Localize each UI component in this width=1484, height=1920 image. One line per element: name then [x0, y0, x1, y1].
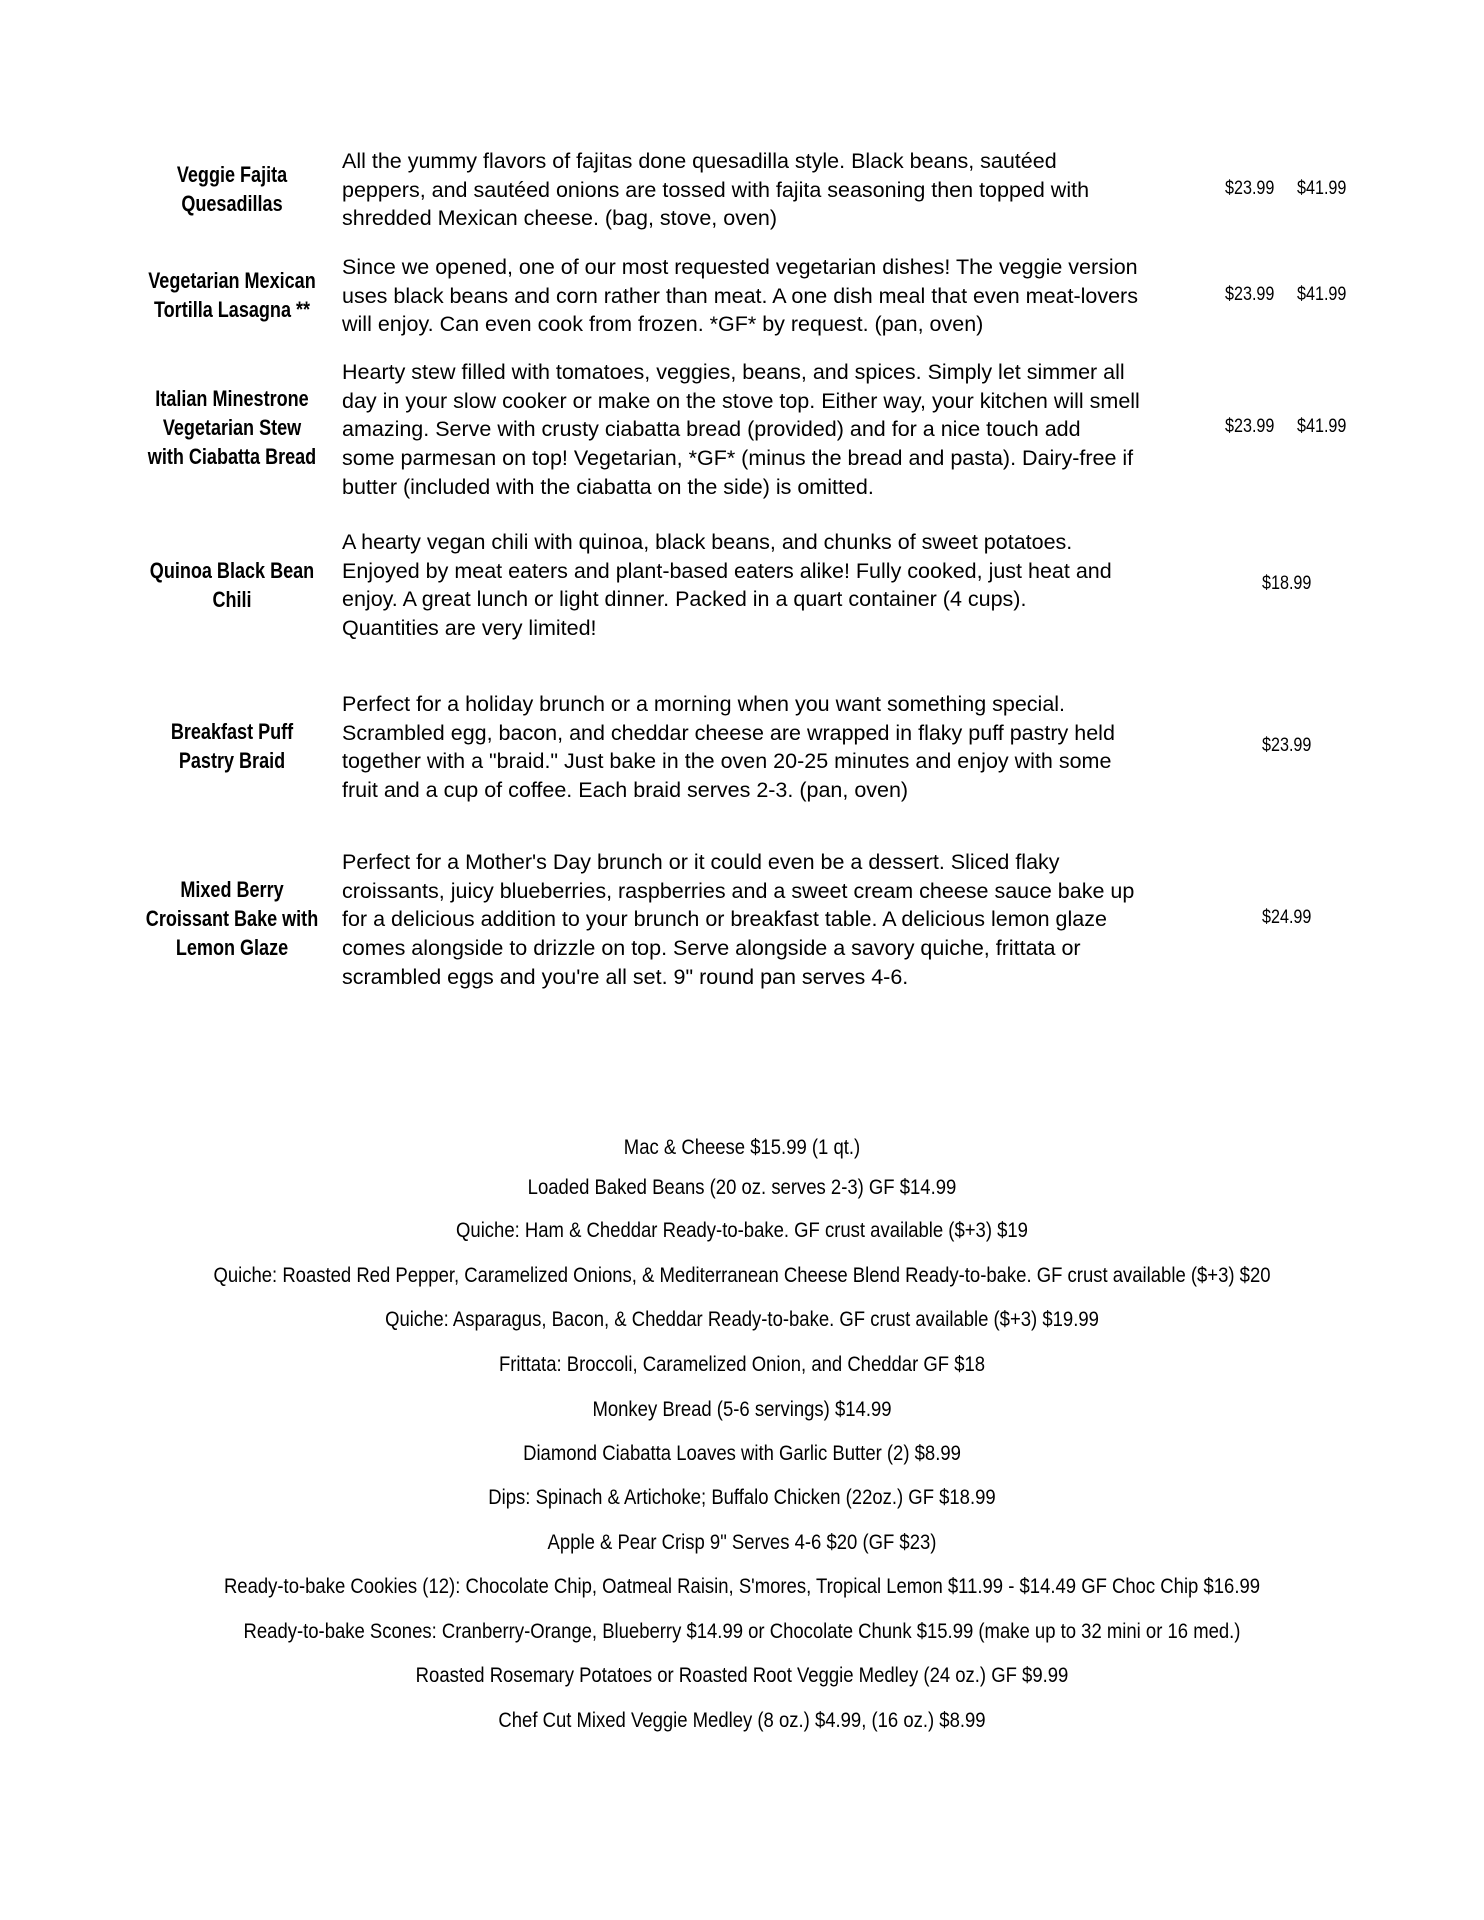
- side-item: Ready-to-bake Scones: Cranberry-Orange, Blueberry $14.99 or Chocolate Chunk $15.99 (make up to 32 mini or 16 med.): [243, 1619, 1241, 1643]
- side-item: Frittata: Broccoli, Caramelized Onion, and Cheddar GF $18: [498, 1352, 986, 1376]
- side-item: Quiche: Ham & Cheddar Ready-to-bake. GF crust available ($+3) $19: [456, 1218, 1028, 1242]
- dish-price: $18.99: [1262, 573, 1312, 594]
- dish-price-small: $23.99: [1225, 416, 1275, 437]
- dish-description-quinoa-chili: A hearty vegan chili with quinoa, black beans, and chunks of sweet potatoes. Enjoyed by meat eaters and plant-based eaters alike! Fully cooked, just heat and enjoy. A great lunch or light dinner. Packed in a quart container (4 cups). Quantities are very limited!: [342, 530, 1112, 641]
- side-item: Apple & Pear Crisp 9" Serves 4-6 $20 (GF $23): [547, 1530, 937, 1554]
- dish-name-croissant-bake: Mixed Berry Croissant Bake with Lemon Glaze: [145, 877, 319, 960]
- dish-description-minestrone: Hearty stew filled with tomatoes, veggies, beans, and spices. Simply let simmer all day in your slow cooker or make on the stove top. Either way, your kitchen will smell amazing. Serve with crusty ciabatta bread (provided) and for a nice touch add some parmesan on top! Vegetarian, *GF* (minus the bread and pasta). Dairy-free if butter (included with the ciabatta on the side) is omitted.: [342, 360, 1140, 499]
- dish-description-puff-pastry-braid: Perfect for a holiday brunch or a morning when you want something special. Scrambled egg, bacon, and cheddar cheese are wrapped in flaky puff pastry held together with a "braid." Just bake in the oven 20-25 minutes and enjoy with some fruit and a cup of coffee. Each braid serves 2-3. (pan, oven): [342, 692, 1115, 803]
- dish-price: $23.99: [1262, 735, 1312, 756]
- dish-price-small: $23.99: [1225, 178, 1275, 199]
- side-item: Roasted Rosemary Potatoes or Roasted Root Veggie Medley (24 oz.) GF $9.99: [415, 1663, 1069, 1687]
- dish-name-puff-pastry-braid: Breakfast Puff Pastry Braid: [170, 719, 294, 773]
- dish-price: $24.99: [1262, 907, 1312, 928]
- side-item: Chef Cut Mixed Veggie Medley (8 oz.) $4.99, (16 oz.) $8.99: [498, 1708, 986, 1732]
- side-item: Loaded Baked Beans (20 oz. serves 2-3) GF $14.99: [527, 1175, 957, 1199]
- side-item: Diamond Ciabatta Loaves with Garlic Butter (2) $8.99: [523, 1441, 961, 1465]
- dish-price-small: $23.99: [1225, 284, 1275, 305]
- side-item: Quiche: Asparagus, Bacon, & Cheddar Ready-to-bake. GF crust available ($+3) $19.99: [385, 1307, 1099, 1331]
- side-item: Ready-to-bake Cookies (12): Chocolate Chip, Oatmeal Raisin, S'mores, Tropical Lemon $11.99 - $14.49 GF Choc Chip $16.99: [223, 1574, 1261, 1598]
- side-item: Dips: Spinach & Artichoke; Buffalo Chicken (22oz.) GF $18.99: [488, 1485, 996, 1509]
- dish-description-croissant-bake: Perfect for a Mother's Day brunch or it could even be a dessert. Sliced flaky croissants, juicy blueberries, raspberries and a sweet cream cheese sauce bake up for a delicious addition to your brunch or breakfast table. A delicious lemon glaze comes alongside to drizzle on top. Serve alongside a savory quiche, frittata or scrambled eggs and you're all set. 9" round pan serves 4-6.: [342, 850, 1135, 989]
- dish-description-veggie-fajita: All the yummy flavors of fajitas done quesadilla style. Black beans, sautéed peppers, and sautéed onions are tossed with fajita seasoning then topped with shredded Mexican cheese. (bag, stove, oven): [342, 149, 1090, 231]
- side-item: Monkey Bread (5-6 servings) $14.99: [592, 1397, 892, 1421]
- dish-name-quinoa-chili: Quinoa Black Bean Chili: [149, 558, 315, 612]
- dish-name-veggie-fajita: Veggie Fajita Quesadillas: [176, 162, 288, 216]
- dish-price-large: $41.99: [1297, 178, 1347, 199]
- dish-description-tortilla-lasagna: Since we opened, one of our most requested vegetarian dishes! The veggie version uses black beans and corn rather than meat. A one dish meal that even meat-lovers will enjoy. Can even cook from frozen. *GF* by request. (pan, oven): [342, 255, 1138, 337]
- dish-name-tortilla-lasagna: Vegetarian Mexican Tortilla Lasagna **: [148, 268, 316, 322]
- side-item: Mac & Cheese $15.99 (1 qt.): [623, 1135, 861, 1159]
- dish-name-minestrone: Italian Minestrone Vegetarian Stew with Ciabatta Bread: [147, 386, 317, 469]
- side-item: Quiche: Roasted Red Pepper, Caramelized Onions, & Mediterranean Cheese Blend Ready-to-bake. GF crust available ($+3) $20: [213, 1263, 1271, 1287]
- dish-price-large: $41.99: [1297, 284, 1347, 305]
- dish-price-large: $41.99: [1297, 416, 1347, 437]
